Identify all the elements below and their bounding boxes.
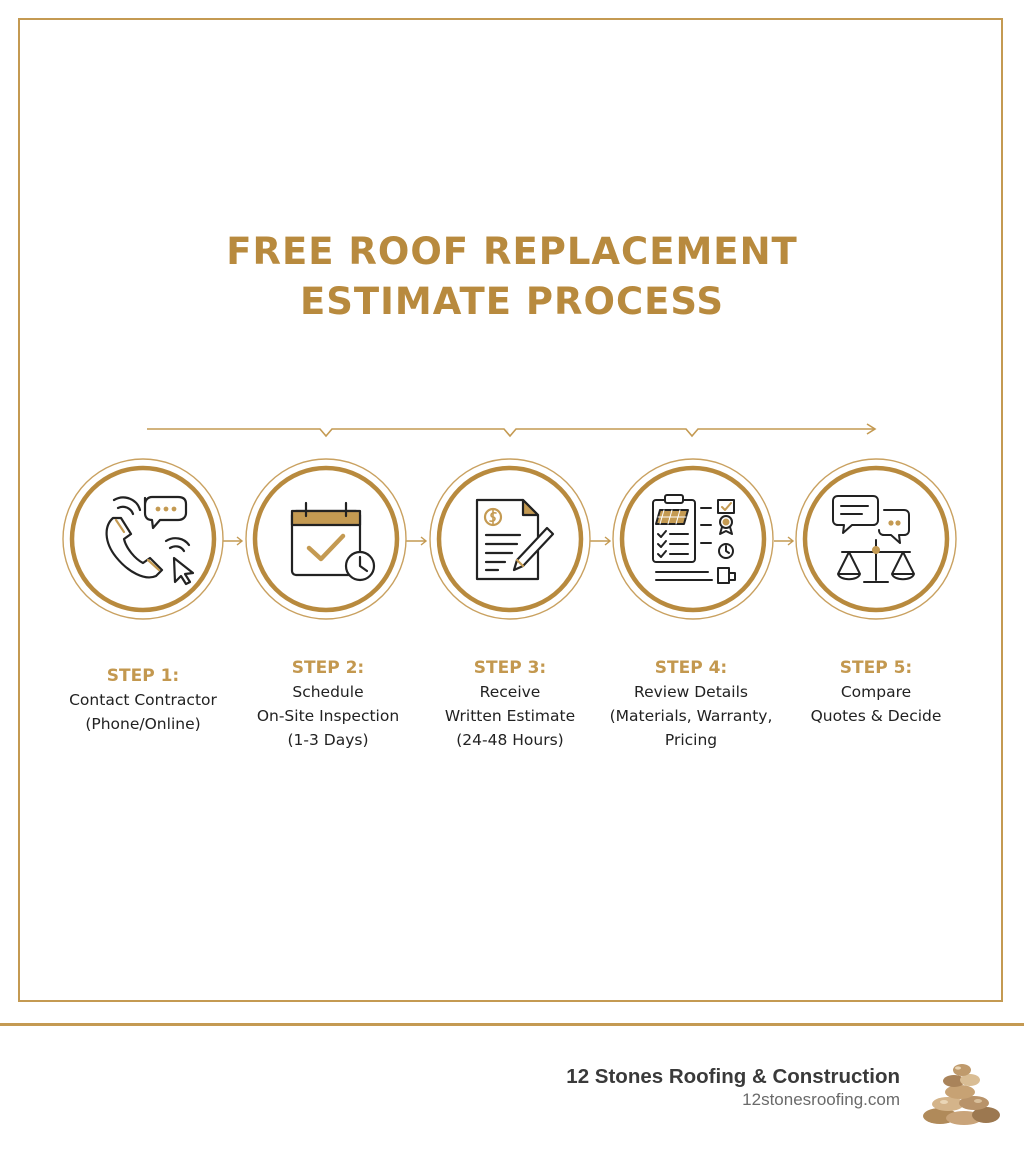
- step-1-circle: [63, 459, 223, 619]
- title-line-2: ESTIMATE PROCESS: [299, 280, 725, 323]
- step-3-line-1: Receive: [479, 683, 541, 701]
- step-4-line-3: Pricing: [664, 731, 718, 749]
- step-3-label: [410, 656, 610, 752]
- footer-divider: [0, 1023, 1024, 1026]
- step-2-heading: STEP 2:: [291, 658, 365, 678]
- step-4-circle: [613, 459, 773, 619]
- step-1-label: [43, 664, 243, 736]
- step-2-line-1: Schedule: [292, 683, 364, 701]
- step-1-line-2: (Phone/Online): [85, 715, 201, 733]
- step-3-line-3: (24-48 Hours): [456, 731, 564, 749]
- step-2-line-3: (1-3 Days): [287, 731, 369, 749]
- step-2-circle: [246, 459, 406, 619]
- step-1-heading: STEP 1:: [106, 666, 180, 686]
- step-5-line-1: Compare: [840, 683, 912, 701]
- company-branding: [566, 1064, 900, 1110]
- step-5-line-2: Quotes & Decide: [810, 707, 942, 725]
- step-5-label: [776, 656, 976, 728]
- stacked-stones-icon: [918, 1058, 1004, 1128]
- step-3-circle: [430, 459, 590, 619]
- step-4-label: [591, 656, 791, 752]
- step-2-line-2: On-Site Inspection: [256, 707, 400, 725]
- step-3-heading: STEP 3:: [473, 658, 547, 678]
- step-4-line-1: Review Details: [634, 683, 748, 701]
- timeline-arrow: [147, 424, 875, 436]
- step-4-line-2: (Materials, Warranty,: [609, 707, 773, 725]
- step-4-heading: STEP 4:: [654, 658, 728, 678]
- step-5-heading: STEP 5:: [839, 658, 913, 678]
- company-name: 12 Stones Roofing & Construction: [566, 1065, 900, 1088]
- step-2-label: [228, 656, 428, 752]
- step-3-line-2: Written Estimate: [444, 707, 576, 725]
- company-url[interactable]: 12stonesroofing.com: [742, 1090, 900, 1109]
- title-line-1: FREE ROOF REPLACEMENT: [226, 230, 798, 273]
- step-5-circle: [796, 459, 956, 619]
- step-1-line-1: Contact Contractor: [69, 691, 217, 709]
